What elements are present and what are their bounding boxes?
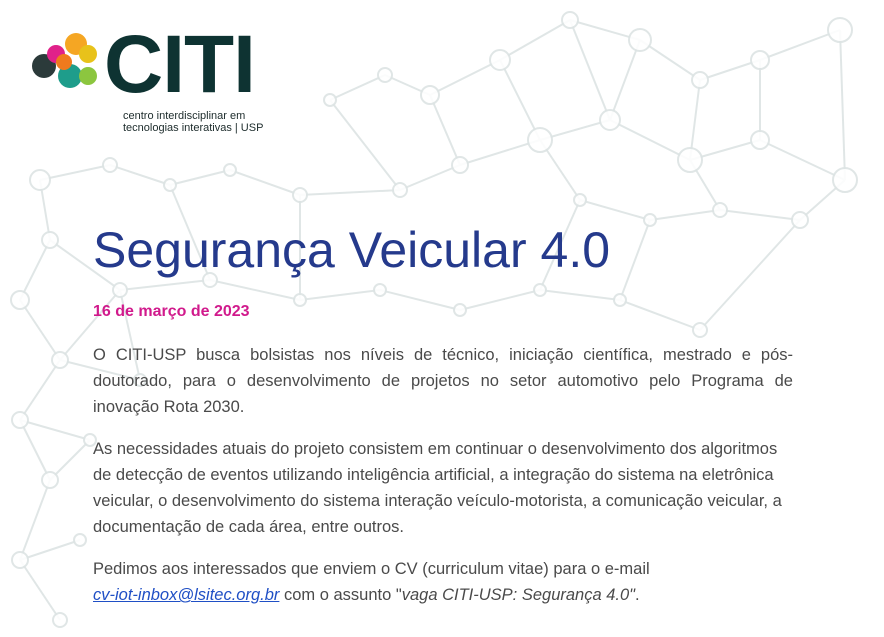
citi-logo[interactable] — [30, 19, 290, 146]
logo-subtitle-line1: centro interdisciplinar em — [123, 110, 246, 122]
contact-middle-text: com o assunto " — [279, 586, 402, 604]
logo-subtitle — [123, 110, 263, 134]
email-subject: vaga CITI-USP: Segurança 4.0" — [401, 586, 636, 604]
article — [93, 220, 793, 608]
paragraph-needs: As necessidades atuais do projeto consistem em continuar o desenvolvimento dos algoritmos de detecção de eventos utilizando inteligência artificial, a integração do sistema na eletrônica veicular, o desenvolvimento do sistema interação veículo-motorista, a comunicação veicular, a documentação de cada área, entre outros. — [93, 440, 782, 536]
article-date: 16 de março de 2023 — [93, 303, 250, 320]
email-link[interactable]: cv-iot-inbox@lsitec.org.br — [93, 586, 280, 604]
page-title: Segurança Veicular 4.0 — [93, 222, 611, 278]
logo-subtitle-line2: tecnologias interativas | USP — [123, 122, 264, 134]
contact-end-text: . — [635, 586, 640, 604]
paragraph-intro: O CITI-USP busca bolsistas nos níveis de técnico, iniciação científica, mestrado e pós-doutorado, para o desenvolvimento de projetos no setor automotivo pelo Programa de inovação Rota 2030. — [93, 346, 793, 416]
citi-logo-mark-icon — [30, 32, 104, 94]
paragraph-contact — [93, 556, 793, 608]
citi-wordmark: CITI — [104, 19, 255, 110]
contact-intro-text: Pedimos aos interessados que enviem o CV (curriculum vitae) para o e-mail — [93, 560, 650, 578]
